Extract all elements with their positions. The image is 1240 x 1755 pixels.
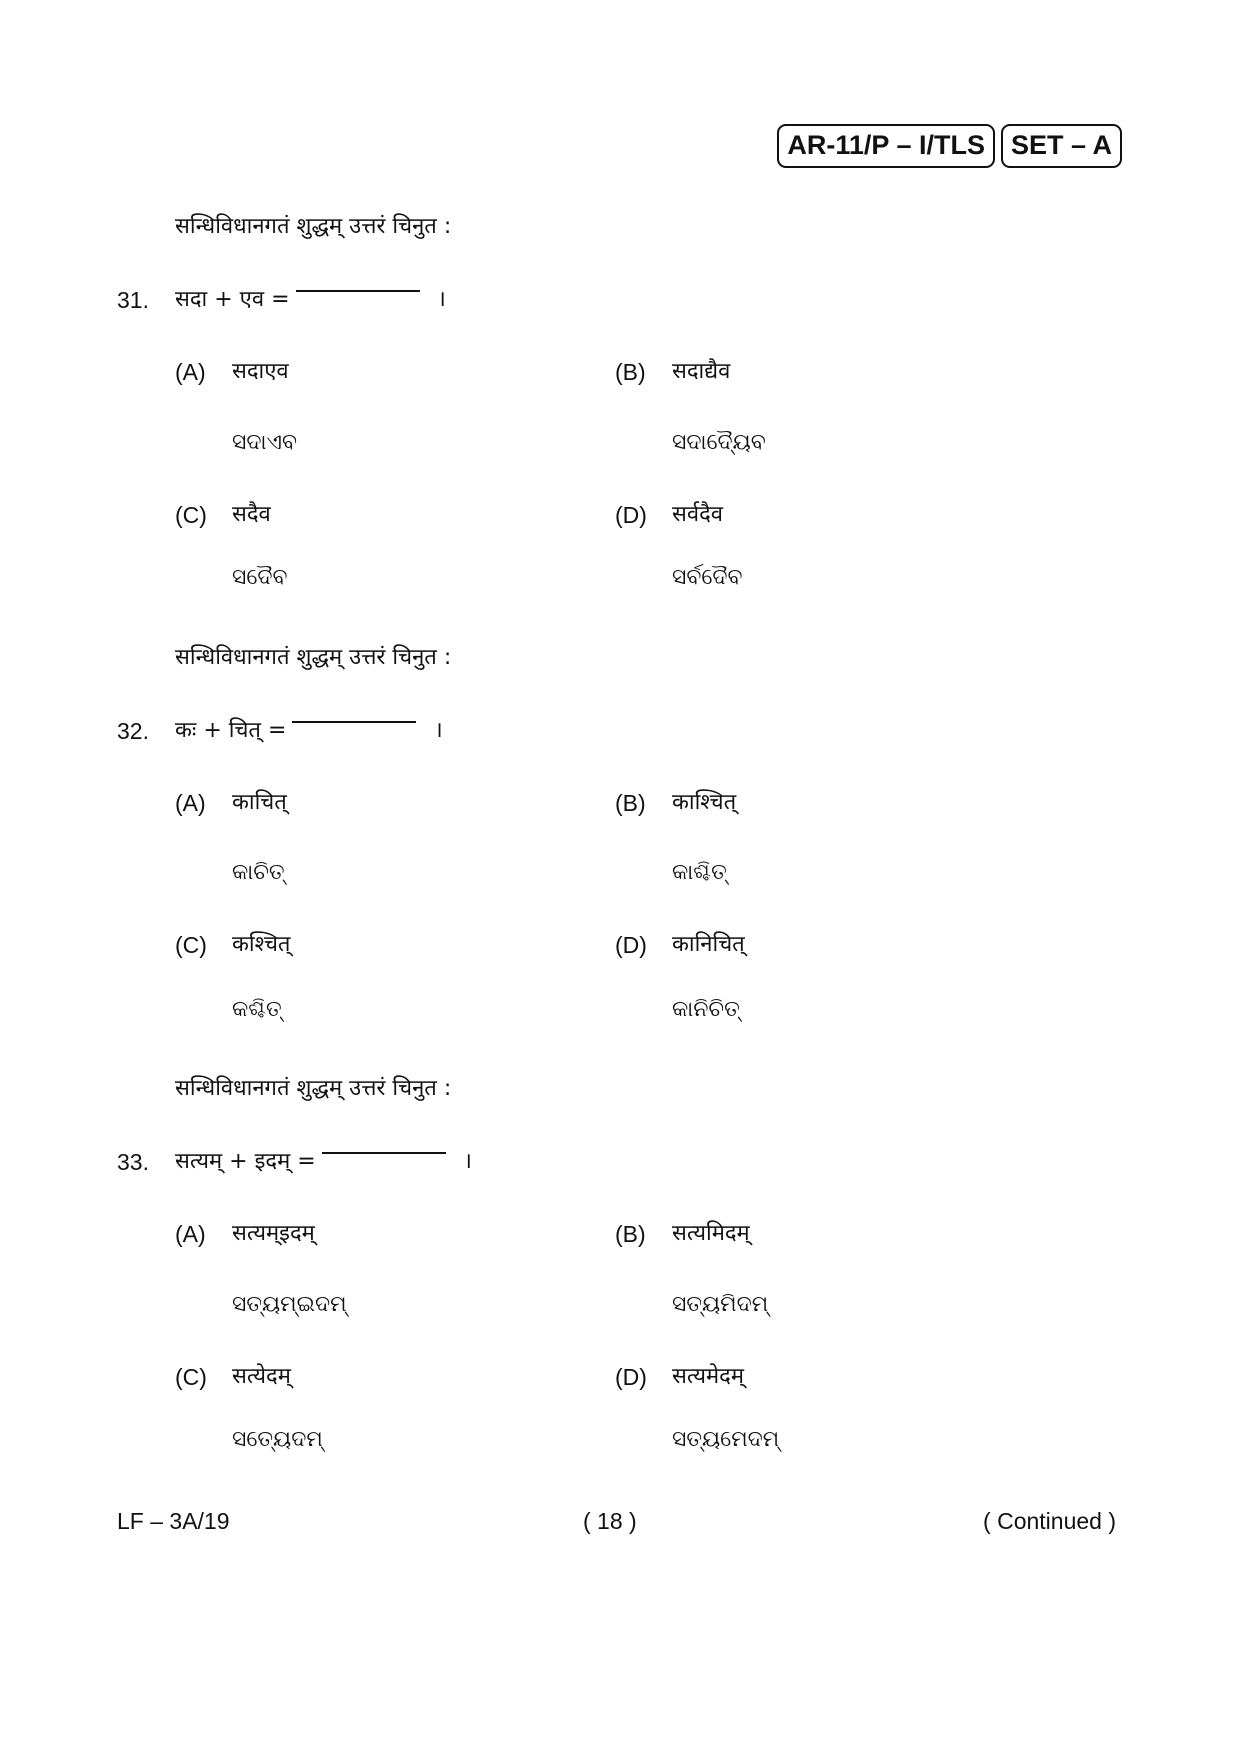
option-label: (A) [175,1221,206,1247]
option-label: (B) [615,359,646,385]
option-label: (B) [615,790,646,816]
option-devanagari: सर्वदैव [672,502,724,527]
option-devanagari: सदैव [232,502,271,527]
option-devanagari: सत्यम्इदम् [232,1221,315,1246]
option-odia: ସତ୍ୟମେଦମ୍ [672,1427,780,1452]
instruction-q33: सन्धिविधानगतं शुद्धम् उत्तरं चिनुत : [175,1076,452,1101]
continued-label: ( Continued ) [983,1508,1116,1534]
option-odia: ସଦାଦ୍ୟୈବ [672,430,766,455]
option-devanagari: सत्यमिदम् [672,1221,750,1246]
option-label: (D) [615,932,647,958]
expression-left: कः + चित् = [175,718,287,743]
option-devanagari: कश्चित् [232,932,291,957]
question-number-32: 32. [117,718,149,744]
expression-left: सदा + एव = [175,287,290,312]
option-label: (C) [175,932,207,958]
danda: । [463,1149,472,1174]
option-odia: କାଶ୍ଚିତ୍ [672,860,727,885]
option-odia: କାନିଚିତ୍ [672,997,740,1022]
option-devanagari: सदाएव [232,359,289,384]
option-label: (B) [615,1221,646,1247]
option-odia: ସତ୍ୟମିଦମ୍ [672,1292,769,1317]
page-number: ( 18 ) [583,1508,637,1534]
option-devanagari: सदाद्यैव [672,359,731,384]
option-label: (D) [615,1364,647,1390]
option-odia: ସତ୍ୟେଦମ୍ [232,1427,323,1452]
question-31-expression [175,285,446,315]
option-odia: ସଦାଏବ [232,430,297,455]
expression-left: सत्यम् + इदम् = [175,1149,316,1174]
option-devanagari: कानिचित् [672,932,745,957]
question-32-expression [175,716,443,746]
answer-blank [322,1152,446,1154]
option-devanagari: सत्यमेदम् [672,1364,745,1389]
option-label: (A) [175,359,206,385]
option-label: (C) [175,1364,207,1390]
header-codes [777,124,1122,168]
option-label: (A) [175,790,206,816]
option-odia: କଶ୍ଚିତ୍ [232,997,282,1022]
question-number-33: 33. [117,1149,149,1175]
danda: । [434,718,443,743]
option-odia: କାଚିତ୍ [232,860,285,885]
instruction-q31: सन्धिविधानगतं शुद्धम् उत्तरं चिनुत : [175,214,452,239]
option-label: (D) [615,502,647,528]
option-odia: ସର୍ବଦୈବ [672,565,743,590]
option-odia: ସଦୈବ [232,565,288,590]
question-number-31: 31. [117,287,149,313]
option-devanagari: सत्येदम् [232,1364,291,1389]
option-devanagari: काचित् [232,790,287,815]
footer-code: LF – 3A/19 [117,1508,230,1534]
question-33-expression [175,1147,472,1177]
paper-code-box: AR-11/P – I/TLS [777,124,995,168]
set-box: SET – A [1001,124,1122,168]
option-label: (C) [175,502,207,528]
answer-blank [292,721,416,723]
option-odia: ସତ୍ୟମ୍ଇଦମ୍ [232,1292,347,1317]
danda: । [437,287,446,312]
option-devanagari: काश्चित् [672,790,737,815]
instruction-q32: सन्धिविधानगतं शुद्धम् उत्तरं चिनुत : [175,645,452,670]
answer-blank [296,290,420,292]
